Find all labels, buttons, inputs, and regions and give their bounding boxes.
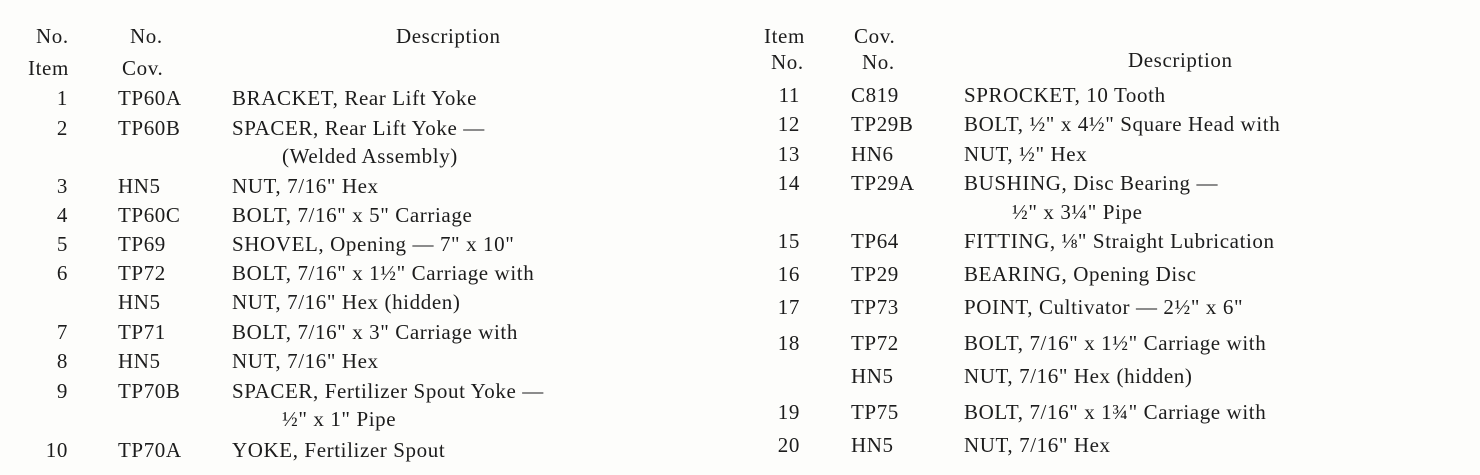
cov-number: TP70B <box>118 379 181 403</box>
item-number: 4 <box>56 203 68 227</box>
part-description: NUT, 7/16" Hex (hidden) <box>964 364 1193 388</box>
cov-number: TP29 <box>851 262 899 286</box>
cov-number: C819 <box>851 83 899 107</box>
item-number: 9 <box>56 379 68 403</box>
cov-number: TP29A <box>851 171 915 195</box>
cov-number: HN5 <box>118 174 161 198</box>
item-number: 17 <box>777 295 800 319</box>
cov-number: HN5 <box>851 364 894 388</box>
part-description: SPACER, Rear Lift Yoke — <box>232 116 485 140</box>
item-number: 20 <box>777 433 800 457</box>
cov-number: HN5 <box>118 349 161 373</box>
part-description: BRACKET, Rear Lift Yoke <box>232 86 477 110</box>
header-cov-bottom: No. <box>862 50 895 74</box>
part-description: SPACER, Fertilizer Spout Yoke — <box>232 379 544 403</box>
item-number: 8 <box>56 349 68 373</box>
cov-number: HN5 <box>118 290 161 314</box>
cov-number: HN6 <box>851 142 894 166</box>
item-number: 19 <box>777 400 800 424</box>
cov-number: TP70A <box>118 438 182 462</box>
item-number: 16 <box>777 262 800 286</box>
item-number: 12 <box>777 112 800 136</box>
header-description: Description <box>1128 48 1233 72</box>
header-no-bottom: Item <box>28 56 69 80</box>
item-number: 11 <box>778 83 800 107</box>
header-item-top: Item <box>764 24 805 48</box>
part-description: ½" x 3¼" Pipe <box>1012 200 1143 224</box>
item-number: 13 <box>777 142 800 166</box>
part-description: BOLT, 7/16" x 1½" Carriage with <box>232 261 535 285</box>
part-description: SPROCKET, 10 Tooth <box>964 83 1166 107</box>
cov-number: TP72 <box>851 331 899 355</box>
part-description: BEARING, Opening Disc <box>964 262 1197 286</box>
cov-number: TP60A <box>118 86 182 110</box>
cov-number: TP71 <box>118 320 166 344</box>
cov-number: TP60C <box>118 203 181 227</box>
part-description: ½" x 1" Pipe <box>282 407 397 431</box>
item-number: 3 <box>56 174 68 198</box>
item-number: 18 <box>777 331 800 355</box>
part-description: FITTING, ⅛" Straight Lubrication <box>964 229 1275 253</box>
part-description: NUT, 7/16" Hex <box>964 433 1111 457</box>
part-description: BOLT, 7/16" x 3" Carriage with <box>232 320 518 344</box>
cov-number: HN5 <box>851 433 894 457</box>
item-number: 1 <box>56 86 68 110</box>
header-cov-top: Cov. <box>854 24 896 48</box>
part-description: BOLT, ½" x 4½" Square Head with <box>964 112 1281 136</box>
item-number: 5 <box>56 232 68 256</box>
cov-number: TP60B <box>118 116 181 140</box>
cov-number: TP75 <box>851 400 899 424</box>
cov-number: TP29B <box>851 112 914 136</box>
item-number: 7 <box>56 320 68 344</box>
part-description: POINT, Cultivator — 2½" x 6" <box>964 295 1244 319</box>
item-number: 6 <box>56 261 68 285</box>
part-description: NUT, 7/16" Hex <box>232 349 379 373</box>
cov-number: TP72 <box>118 261 166 285</box>
item-number: 14 <box>777 171 800 195</box>
header-cov-bottom: Cov. <box>122 56 164 80</box>
header-cov-top: No. <box>130 24 163 48</box>
part-description: BOLT, 7/16" x 1¾" Carriage with <box>964 400 1267 424</box>
part-description: NUT, ½" Hex <box>964 142 1088 166</box>
part-description: YOKE, Fertilizer Spout <box>232 438 446 462</box>
part-description: (Welded Assembly) <box>282 144 458 168</box>
item-number: 15 <box>777 229 800 253</box>
part-description: BOLT, 7/16" x 5" Carriage <box>232 203 473 227</box>
header-item-bottom: No. <box>771 50 804 74</box>
header-description: Description <box>396 24 501 48</box>
part-description: BUSHING, Disc Bearing — <box>964 171 1219 195</box>
header-no-top: No. <box>36 24 69 48</box>
cov-number: TP73 <box>851 295 899 319</box>
item-number: 2 <box>56 116 68 140</box>
part-description: BOLT, 7/16" x 1½" Carriage with <box>964 331 1267 355</box>
cov-number: TP69 <box>118 232 166 256</box>
part-description: NUT, 7/16" Hex <box>232 174 379 198</box>
part-description: NUT, 7/16" Hex (hidden) <box>232 290 461 314</box>
part-description: SHOVEL, Opening — 7" x 10" <box>232 232 515 256</box>
item-number: 10 <box>45 438 68 462</box>
cov-number: TP64 <box>851 229 899 253</box>
